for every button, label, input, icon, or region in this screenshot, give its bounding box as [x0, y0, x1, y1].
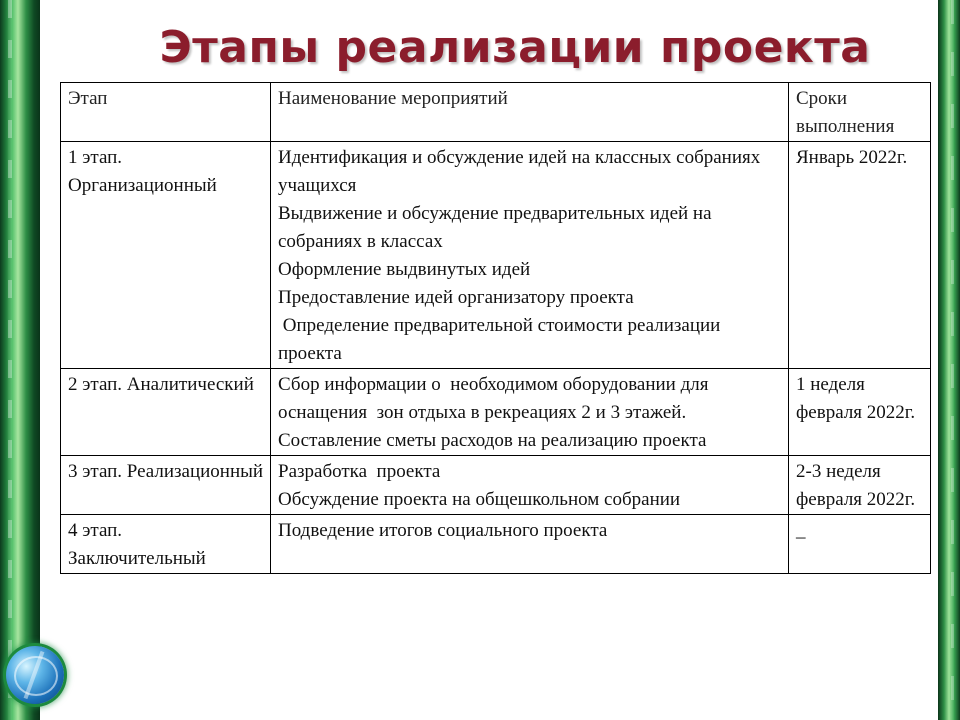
table-row: [61, 515, 931, 574]
stage-cell: 2 этап. Аналитический: [61, 369, 271, 456]
header-activities: Наименование мероприятий: [271, 83, 789, 142]
activities-cell: [271, 456, 789, 515]
table-row: [61, 142, 931, 369]
activity-item: Идентификация и обсуждение идей на классных собраниях учащихся: [278, 147, 761, 196]
activity-item: Сбор информации о необходимом оборудовании для оснащения зон отдыха в рекреациях 2 и 3 этажей.: [278, 374, 714, 423]
deadline-cell: Январь 2022г.: [789, 142, 931, 369]
activity-item: Выдвижение и обсуждение предварительных идей на собраниях в классах: [278, 203, 712, 252]
right-decorative-border: [938, 0, 960, 720]
globe-icon: [6, 646, 64, 704]
activity-item: Составление сметы расходов на реализацию проекта: [278, 430, 707, 451]
activity-item: Определение предварительной стоимости реализации проекта: [278, 315, 726, 364]
left-decorative-border: [0, 0, 40, 720]
table-row: [61, 369, 931, 456]
activities-cell: [271, 369, 789, 456]
activity-item: Подведение итогов социального проекта: [278, 520, 608, 541]
activity-item: Обсуждение проекта на общешкольном собрании: [278, 489, 681, 510]
stage-cell: 1 этап. Организационный: [61, 142, 271, 369]
deadline-cell: 1 неделя февраля 2022г.: [789, 369, 931, 456]
activity-item: Оформление выдвинутых идей: [278, 259, 531, 280]
stage-cell: 4 этап. Заключительный: [61, 515, 271, 574]
header-stage: Этап: [61, 83, 271, 142]
activities-cell: [271, 142, 789, 369]
deadline-cell: _: [789, 515, 931, 574]
header-deadline: Сроки выполнения: [789, 83, 931, 142]
activity-item: Разработка проекта: [278, 461, 441, 482]
activity-item: Предоставление идей организатору проекта: [278, 287, 634, 308]
deadline-cell: 2-3 неделя февраля 2022г.: [789, 456, 931, 515]
table-header-row: [61, 83, 931, 142]
stages-table: [60, 82, 931, 574]
stage-cell: 3 этап. Реализационный: [61, 456, 271, 515]
activities-cell: [271, 515, 789, 574]
table-row: [61, 456, 931, 515]
slide-title: Этапы реализации проекта: [159, 22, 871, 73]
